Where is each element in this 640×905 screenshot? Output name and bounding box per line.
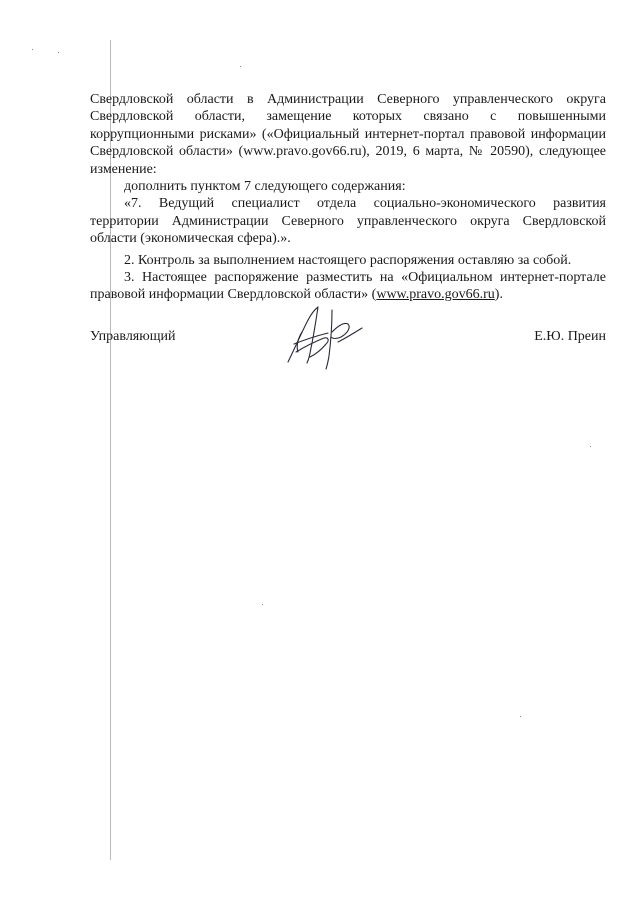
scan-speck	[58, 52, 59, 53]
signatory-position: Управляющий	[90, 329, 176, 344]
paragraph-amendment-intro: дополнить пунктом 7 следующего содержания:	[124, 179, 406, 195]
paragraph-item-2-control: 2. Контроль за выполнением настоящего распоряжения оставляю за собой.	[124, 252, 572, 268]
signatory-name: Е.Ю. Преин	[534, 329, 606, 344]
document-body	[90, 91, 606, 304]
paragraph-new-item-7: «7. Ведущий специалист отдела социально-экономического развития территории Администрации Северного управленческого округа Свердловской области (экономическая сфера).».	[90, 196, 606, 247]
scan-speck	[240, 66, 241, 67]
paragraph-order-reference: Свердловской области в Администрации Северного управленческого округа Свердловской области, замещение которых связано с повышенными коррупционными рисками» («Официальный интернет-портал правовой информации Свердловской области» (www.pravo.gov66.ru), 2019, 6 марта, № 20590), следующее изменение:	[90, 92, 606, 177]
scan-speck	[520, 716, 521, 717]
item-3-closing: ).	[494, 287, 503, 303]
paragraph-item-3-publish	[90, 269, 606, 304]
scan-speck	[32, 49, 33, 50]
pravo-gov66-link[interactable]: www.pravo.gov66.ru	[376, 287, 495, 303]
scan-speck	[590, 446, 591, 447]
handwritten-signature-icon	[280, 302, 380, 372]
scan-speck	[262, 604, 263, 605]
item-3-text: 3. Настоящее распоряжение разместить на «Официальном интернет-портале правовой информации Свердловской области» (	[90, 270, 606, 303]
